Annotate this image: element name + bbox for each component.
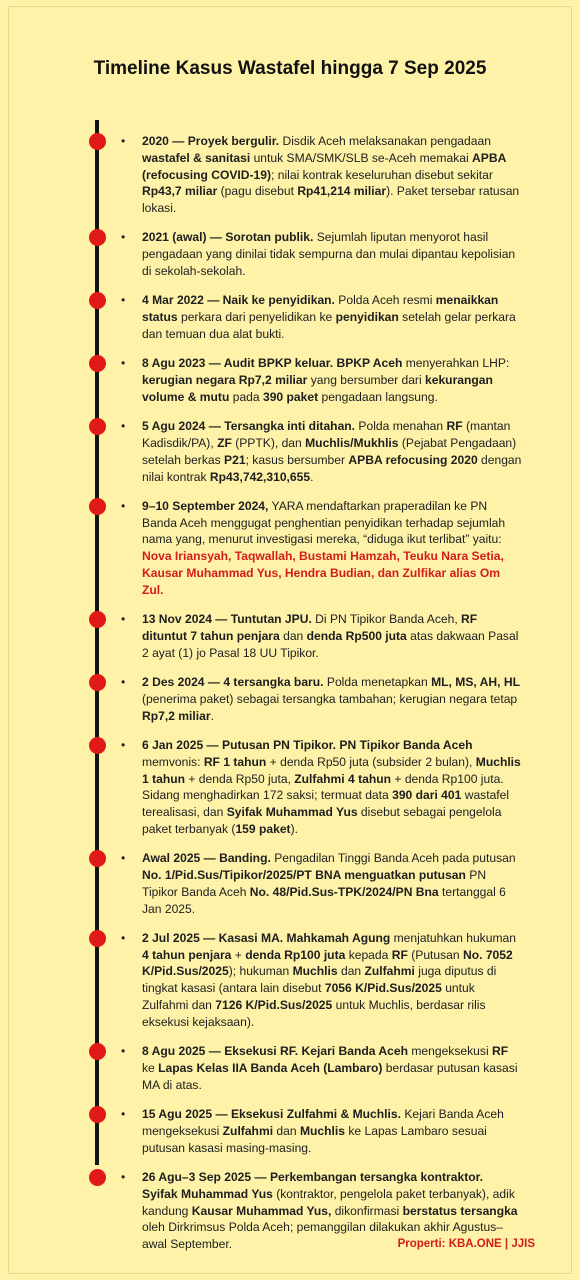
bold-text: RF	[391, 947, 408, 962]
bold-text: 6 Jan 2025 — Putusan PN Tipikor.	[142, 737, 337, 752]
bold-text: 159 paket	[235, 821, 291, 836]
bold-text: Lapas Kelas IIA Banda Aceh (Lambaro)	[158, 1060, 383, 1075]
entry-text: ).	[290, 821, 298, 836]
bold-text: Rp43,7 miliar	[142, 184, 218, 199]
entry-text: berdasar putusan kasasi MA di atas.	[142, 1060, 518, 1092]
timeline-dot	[89, 1169, 106, 1186]
entry-text: YARA mendaftarkan praperadilan ke PN Banda Aceh menggugat penghentian penyidikan terhadap sejumlah nama yang, menurut investigasi mereka, “diduga ikut terlibat” yaitu:	[142, 498, 506, 547]
bold-text: Zulfahmi	[222, 1123, 274, 1138]
bold-text: P21	[224, 452, 246, 467]
entry-text: pada	[229, 389, 263, 404]
timeline-dot	[89, 930, 106, 947]
page-title: Timeline Kasus Wastafel hingga 7 Sep 2025	[93, 58, 487, 79]
timeline-entry	[118, 1043, 522, 1093]
entry-text: ke Lapas Lambaro sesuai putusan kasasi masing-masing.	[142, 1123, 487, 1155]
bold-text: 390 paket	[262, 389, 319, 404]
bold-text: Rp7,2 miliar	[142, 708, 211, 723]
timeline-list	[118, 133, 522, 1265]
timeline-entry	[118, 229, 522, 279]
bold-text: RF	[492, 1044, 509, 1059]
bold-text: 7126 K/Pid.Sus/2025	[215, 998, 333, 1013]
entry-text: setelah gelar perkara dan temuan dua alat bukti.	[142, 310, 516, 341]
bold-text: No. 1/Pid.Sus/Tipikor/2025/PT BNA menguatkan putusan	[142, 867, 466, 882]
bold-text: APBA (refocusing COVID-19)	[142, 150, 506, 182]
entry-text: Di PN Tipikor Banda Aceh,	[311, 612, 462, 627]
entry-text: memvonis:	[142, 754, 204, 769]
bold-text: denda Rp500 juta	[306, 628, 407, 643]
bold-text: 8 Agu 2025 — Eksekusi RF.	[142, 1044, 299, 1059]
entry-text: pengadaan langsung.	[318, 389, 438, 404]
bold-text: 2021 (awal) — Sorotan publik.	[142, 230, 314, 245]
entry-text: Polda menahan	[355, 419, 447, 434]
bold-text: 13 Nov 2024 — Tuntutan JPU.	[142, 612, 312, 627]
bold-text: 9–10 September 2024,	[142, 498, 269, 513]
entry-text: disebut sebagai pengelola paket terbanyak (	[142, 805, 502, 836]
timeline-dot	[89, 292, 106, 309]
entry-text: untuk Zulfahmi dan	[142, 981, 475, 1013]
bold-text: Kejari Banda Aceh	[301, 1044, 408, 1059]
entry-text: Polda Aceh resmi	[334, 293, 436, 308]
bold-text: PN Tipikor Banda Aceh	[339, 737, 473, 752]
bold-text: 2 Des 2024 — 4 tersangka baru.	[142, 675, 324, 690]
timeline-dot	[89, 498, 106, 515]
entry-text: oleh Dirkrimsus Polda Aceh; pemanggilan dilakukan akhir Agustus–awal September.	[142, 1220, 503, 1252]
bold-text: Muchlis	[299, 1123, 345, 1138]
entry-text: perkara dari penyelidikan ke	[177, 310, 336, 325]
entry-text: (PPTK), dan	[231, 435, 306, 450]
bold-text: menaikkan status	[142, 293, 499, 325]
bold-text: Syifak Muhammad Yus	[226, 805, 358, 820]
timeline-dot	[89, 611, 106, 628]
entry-text: ; kasus bersumber	[245, 452, 349, 467]
entry-text: tertanggal 6 Jan 2025.	[142, 884, 506, 916]
bold-text: Syifak Muhammad Yus	[142, 1186, 273, 1201]
entry-text: dan	[337, 964, 365, 979]
timeline-dot	[89, 1106, 106, 1123]
bold-text: wastafel & sanitasi	[142, 150, 251, 165]
bold-text: Rp41,214 miliar	[297, 184, 387, 199]
entry-text: +	[231, 947, 246, 962]
bold-text: 7056 K/Pid.Sus/2025	[324, 981, 442, 996]
entry-text: PN Tipikor Banda Aceh	[142, 867, 487, 899]
timeline-entry	[118, 418, 522, 485]
bold-text: Mahkamah Agung	[286, 930, 391, 945]
bold-text: 8 Agu 2023 — Audit BPKP keluar.	[142, 356, 334, 371]
timeline-dot	[89, 850, 106, 867]
bold-text: kekurangan volume & mutu	[142, 373, 493, 404]
entry-text: + denda Rp50 juta (subsider 2 bulan),	[266, 754, 476, 769]
timeline-axis	[95, 120, 99, 1165]
entry-text: yang bersumber dari	[307, 373, 425, 388]
bold-text: ZF	[217, 435, 232, 450]
bold-text: Muchlis 1 tahun	[142, 754, 521, 786]
entry-text: + denda Rp50 juta,	[185, 771, 295, 786]
entry-text: juga diputus di tingkat kasasi (antara lain disebut	[142, 964, 497, 996]
bold-text: RF dituntut 7 tahun penjara	[142, 612, 478, 643]
timeline-entry	[118, 737, 522, 838]
bold-text: No. 7052 K/Pid.Sus/2025	[142, 947, 513, 979]
bold-text: Zulfahmi 4 tahun	[294, 771, 392, 786]
timeline-entry	[118, 498, 522, 599]
entry-text: kepada	[345, 947, 392, 962]
entry-text: + denda Rp100 juta. Sidang menghadirkan 172 saksi; termuat data	[142, 771, 504, 803]
credit-text: Properti: KBA.ONE | JJIS	[397, 1238, 535, 1250]
bold-text: Kausar Muhammad Yus,	[191, 1203, 332, 1218]
timeline-dot	[89, 737, 106, 754]
entry-text: (penerima paket) sebagai tersangka tambahan; kerugian negara tetap	[142, 691, 518, 706]
entry-text: dan	[273, 1123, 300, 1138]
bold-text: berstatus tersangka	[402, 1203, 518, 1218]
bold-text: No. 48/Pid.Sus-TPK/2024/PN Bna	[249, 884, 439, 899]
entry-text: dikonfirmasi	[331, 1203, 403, 1218]
entry-text: Disdik Aceh melaksanakan pengadaan	[279, 134, 491, 148]
bold-text: RF 1 tahun	[203, 754, 267, 769]
entry-text: dan	[279, 628, 307, 643]
entry-text: (mantan Kadisdik/PA),	[142, 419, 511, 450]
bold-text: kerugian negara Rp7,2 miliar	[142, 373, 308, 388]
entry-text: Sejumlah liputan menyorot hasil pengadaan yang dinilai tidak sempurna dan mulai dipantau kepolisian di sekolah-sekolah.	[142, 230, 516, 279]
timeline-entry	[118, 355, 522, 405]
timeline-dot	[89, 418, 106, 435]
bold-text: 15 Agu 2025 — Eksekusi Zulfahmi & Muchlis.	[142, 1107, 401, 1122]
entry-text: untuk Muchlis, berdasar rilis eksekusi kejaksaan).	[142, 998, 486, 1029]
entry-text: Kejari Banda Aceh mengeksekusi	[142, 1107, 504, 1138]
entry-text: menjatuhkan hukuman	[390, 930, 516, 945]
entry-text: Pengadilan Tinggi Banda Aceh pada putusan	[270, 851, 516, 866]
timeline-dot	[89, 355, 106, 372]
bold-text: APBA refocusing 2020	[348, 452, 478, 467]
bold-text: Zulfahmi	[364, 964, 415, 979]
entry-text: (Pejabat Pengadaan) setelah berkas	[142, 435, 517, 467]
bold-text: 4 tahun penjara	[142, 947, 232, 962]
entry-text: Polda menetapkan	[323, 675, 432, 690]
entry-text: .	[210, 708, 214, 723]
bold-text: denda Rp100 juta	[245, 947, 346, 962]
entry-text: ke	[142, 1060, 159, 1075]
entry-text: (pagu disebut	[217, 184, 298, 199]
bold-text: 390 dari 401	[392, 788, 462, 803]
bold-text: 5 Agu 2024 — Tersangka inti ditahan.	[142, 419, 356, 434]
timeline-entry	[118, 850, 522, 917]
timeline-entry	[118, 930, 522, 1031]
entry-text: (Putusan	[407, 947, 463, 962]
timeline-entry	[118, 674, 522, 724]
entry-text: menyerahkan LHP:	[402, 356, 510, 371]
bold-text: Muchlis/Mukhlis	[305, 435, 399, 450]
entry-text: .	[310, 469, 314, 484]
timeline-entry	[118, 1106, 522, 1156]
bold-text: 26 Agu–3 Sep 2025 — Perkembangan tersangka kontraktor.	[142, 1169, 484, 1184]
bold-text: Awal 2025 — Banding.	[142, 851, 271, 866]
bold-text: BPKP Aceh	[336, 356, 403, 371]
bold-text: 2 Jul 2025 — Kasasi MA.	[142, 930, 284, 945]
entry-text: dengan nilai kontrak	[142, 452, 522, 484]
entry-text: mengeksekusi	[407, 1044, 492, 1059]
bold-text: 2020 — Proyek bergulir.	[142, 134, 280, 148]
bold-text: 4 Mar 2022 — Naik ke penyidikan.	[142, 293, 335, 308]
timeline-dot	[89, 1043, 106, 1060]
entry-text: atas dakwaan Pasal 2 ayat (1) jo Pasal 18 UU Tipikor.	[142, 628, 519, 660]
entry-text: (kontraktor, pengelola paket terbanyak), adik kandung	[142, 1186, 515, 1218]
bold-text: Muchlis	[292, 964, 338, 979]
timeline-dot	[89, 133, 106, 150]
timeline-dot	[89, 674, 106, 691]
entry-text: ; nilai kontrak keseluruhan disebut sekitar	[271, 167, 493, 182]
entry-text: ). Paket tersebar ratusan lokasi.	[142, 184, 520, 216]
timeline-entry	[118, 292, 522, 342]
highlighted-names: Nova Iriansyah, Taqwallah, Bustami Hamzah, Teuku Nara Setia, Kausar Muhammad Yus, Hendra Budian, dan Zulfikar alias Om Zul.	[142, 549, 504, 597]
entry-text: untuk SMA/SMK/SLB se-Aceh memakai	[250, 150, 473, 165]
timeline-entry	[118, 611, 522, 661]
bold-text: Rp43,742,310,655	[209, 469, 311, 484]
entry-text: ); hukuman	[228, 964, 293, 979]
bold-text: penyidikan	[335, 310, 399, 325]
bold-text: ML, MS, AH, HL	[431, 675, 520, 690]
timeline-entry	[118, 133, 522, 217]
timeline-dot	[89, 229, 106, 246]
entry-text: wastafel terealisasi, dan	[142, 788, 510, 820]
bold-text: RF	[446, 419, 463, 434]
